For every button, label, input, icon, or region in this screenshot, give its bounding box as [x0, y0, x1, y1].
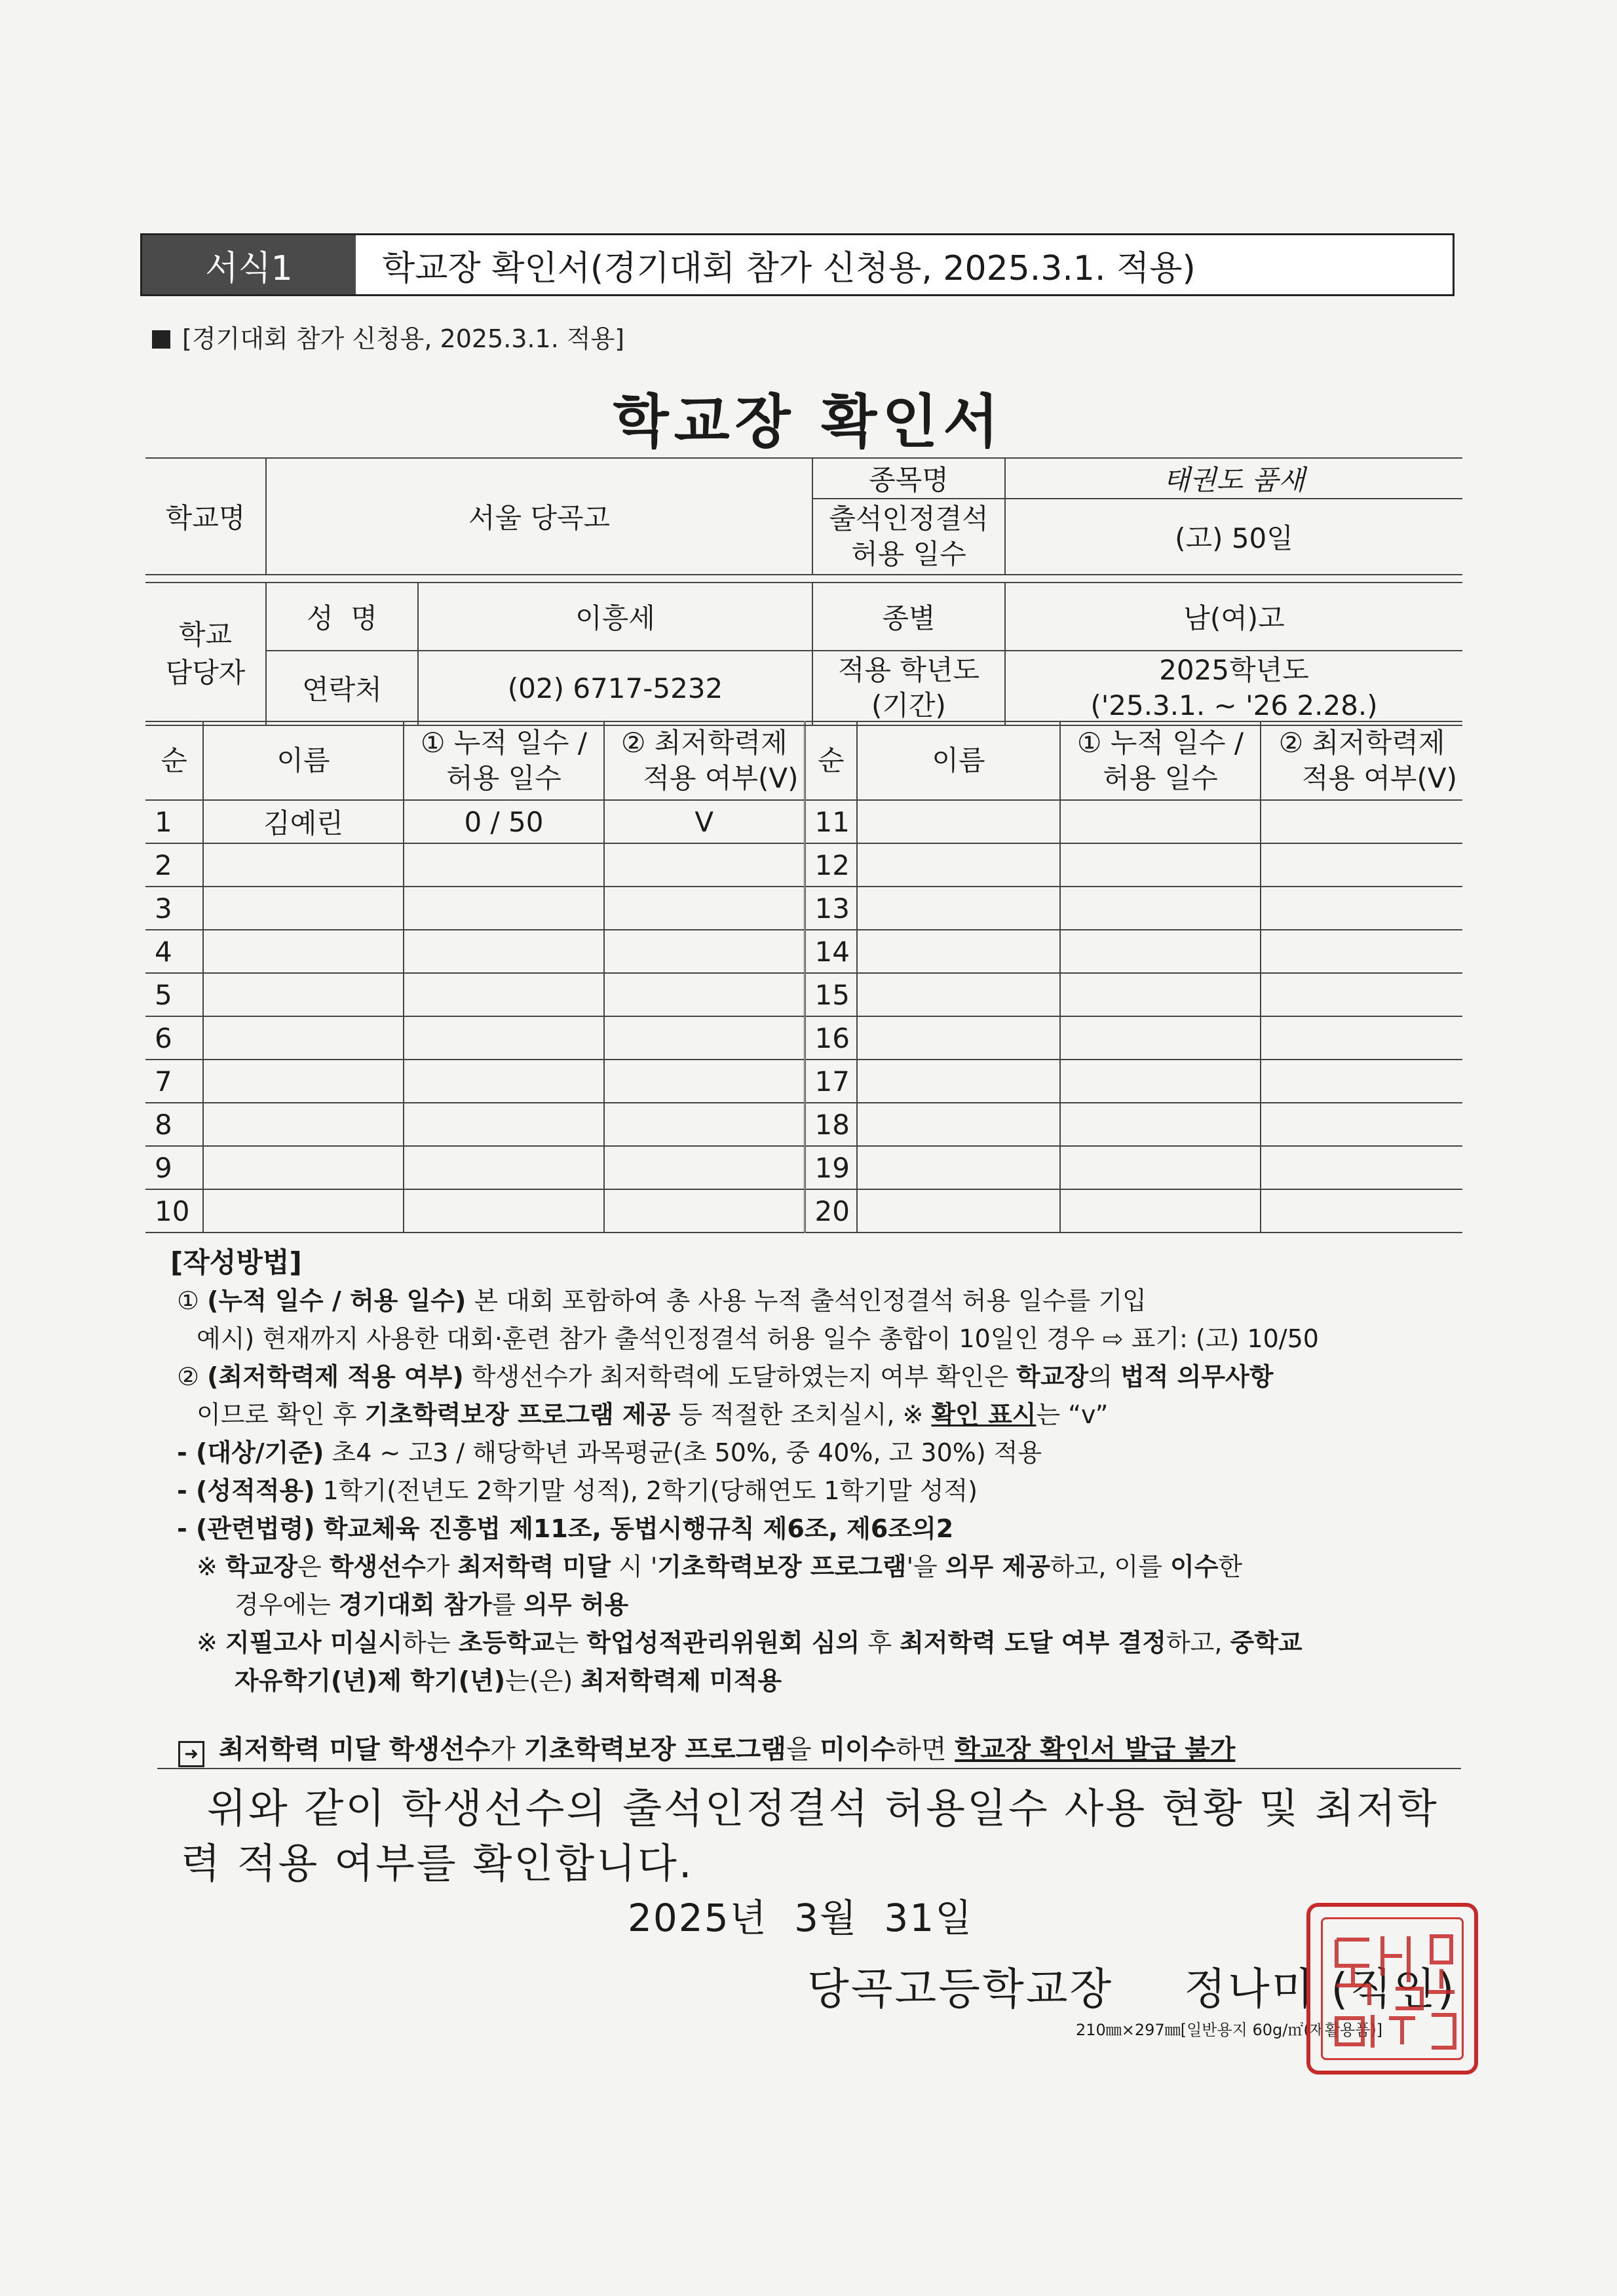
row-min: V — [604, 800, 805, 843]
name-value: 이흥세 — [418, 583, 812, 651]
row-days-right — [1060, 887, 1261, 930]
table-row — [145, 930, 1462, 973]
seal-glyphs — [1310, 1907, 1474, 2071]
subheading: [경기대회 참가 신청용, 2025.3.1. 적용] — [152, 318, 624, 354]
row-no: 2 — [145, 843, 203, 887]
row-days — [404, 973, 604, 1016]
instructions — [164, 1244, 1468, 1700]
row-days-right — [1060, 1060, 1261, 1103]
row-days — [404, 930, 604, 973]
row-no: 10 — [145, 1189, 203, 1233]
col-header-no-2: 순 — [805, 721, 857, 800]
row-name-right — [857, 1016, 1060, 1060]
row-min — [604, 843, 805, 887]
year-label: 적용 학년도 (기간) — [812, 651, 1005, 725]
contact-value: (02) 6717-5232 — [418, 651, 812, 725]
table-row — [145, 800, 1462, 843]
row-no-right: 16 — [805, 1016, 857, 1060]
info-table — [145, 457, 1462, 726]
col-header-name-2: 이름 — [857, 721, 1060, 800]
col-header-min: ② 최저학력제 적용 여부(V) — [604, 721, 805, 800]
table-row — [145, 887, 1462, 930]
row-days — [404, 887, 604, 930]
row-no: 9 — [145, 1146, 203, 1189]
notice: ➜ 최저학력 미달 학생선수가 기초학력보장 프로그램을 미이수하면 학교장 확인서 발급 불가 — [178, 1729, 1235, 1767]
divider — [157, 1768, 1461, 1769]
row-days-right — [1060, 800, 1261, 843]
row-no-right: 15 — [805, 973, 857, 1016]
table-row — [145, 1103, 1462, 1146]
row-no-right: 11 — [805, 800, 857, 843]
school-value: 서울 당곡고 — [266, 458, 812, 575]
sport-label: 종목명 — [812, 458, 1005, 499]
school-label: 학교명 — [145, 458, 266, 575]
signer-name: 정나미 — [1184, 1964, 1316, 2014]
official-seal — [1306, 1903, 1478, 2075]
row-name — [203, 1060, 404, 1103]
form-banner — [140, 233, 1455, 296]
row-days — [404, 1060, 604, 1103]
paper-spec: 210㎜×297㎜[일반용지 60g/㎡(재활용품)] — [1076, 2021, 1383, 2039]
row-name — [203, 930, 404, 973]
row-no: 3 — [145, 887, 203, 930]
instruction-grades: - (성적적용) 1학기(전년도 2학기말 성적), 2학기(당해연도 1학기말 성적) — [177, 1476, 978, 1505]
row-name-right — [857, 887, 1060, 930]
row-no-right: 19 — [805, 1146, 857, 1189]
roster-table — [145, 721, 1462, 1233]
row-days-right — [1060, 843, 1261, 887]
row-name-right — [857, 1189, 1060, 1233]
row-min — [604, 930, 805, 973]
row-min-right — [1261, 1016, 1462, 1060]
confirmation-statement: 위와 같이 학생선수의 출석인정결석 허용일수 사용 현황 및 최저학력 적용 여부를 확인합니다. — [181, 1784, 1439, 1887]
row-name — [203, 1189, 404, 1233]
form-number-tag: 서식1 — [142, 235, 356, 294]
contact-label: 연락처 — [266, 651, 418, 725]
row-name — [203, 1103, 404, 1146]
row-days — [404, 1016, 604, 1060]
row-min-right — [1261, 843, 1462, 887]
col-header-no: 순 — [145, 721, 203, 800]
row-days — [404, 843, 604, 887]
row-no: 1 — [145, 800, 203, 843]
instructions-header: [작성방법] — [170, 1246, 302, 1278]
roster-body — [145, 721, 1462, 1233]
name-label: 성 명 — [266, 583, 418, 651]
row-days-right — [1060, 1016, 1261, 1060]
row-no-right: 18 — [805, 1103, 857, 1146]
row-no-right: 14 — [805, 930, 857, 973]
table-row — [145, 1016, 1462, 1060]
row-min — [604, 887, 805, 930]
row-days-right — [1060, 930, 1261, 973]
instruction-note-2-cont: 자유학기(년)제 학기(년)는(은) 최저학력제 미적용 — [235, 1666, 782, 1695]
row-days — [404, 1189, 604, 1233]
row-min-right — [1261, 1103, 1462, 1146]
row-name-right — [857, 1060, 1060, 1103]
row-days: 0 / 50 — [404, 800, 604, 843]
instruction-target: - (대상/기준) 초4 ~ 고3 / 해당학년 과목평균(초 50%, 중 40%, 고 30%) 적용 — [177, 1438, 1042, 1467]
seal-mark: (직인) — [1331, 1964, 1456, 2014]
col-header-days-2: ① 누적 일수 / 허용 일수 — [1060, 721, 1261, 800]
row-name-right — [857, 843, 1060, 887]
col-header-days: ① 누적 일수 / 허용 일수 — [404, 721, 604, 800]
row-min — [604, 973, 805, 1016]
row-min-right — [1261, 1060, 1462, 1103]
table-row — [145, 973, 1462, 1016]
form-banner-title: 학교장 확인서(경기대회 참가 신청용, 2025.3.1. 적용) — [382, 248, 1196, 288]
row-days-right — [1060, 1103, 1261, 1146]
sport-value: 태권도 품새 — [1005, 458, 1462, 499]
gender-label: 종별 — [812, 583, 1005, 651]
signer-title: 당곡고등학교장 — [807, 1964, 1114, 2014]
row-no-right: 13 — [805, 887, 857, 930]
row-name-right — [857, 930, 1060, 973]
row-no: 7 — [145, 1060, 203, 1103]
row-name: 김예린 — [203, 800, 404, 843]
row-days — [404, 1103, 604, 1146]
instruction-note-1-cont: 경우에는 경기대회 참가를 의무 허용 — [235, 1590, 629, 1619]
row-no: 6 — [145, 1016, 203, 1060]
roster-header-row — [145, 721, 1462, 800]
absence-value: (고) 50일 — [1005, 499, 1462, 575]
row-no: 4 — [145, 930, 203, 973]
row-days-right — [1060, 1146, 1261, 1189]
table-row — [145, 1060, 1462, 1103]
table-row — [145, 1146, 1462, 1189]
row-min — [604, 1016, 805, 1060]
col-header-min-2: ② 최저학력제 적용 여부(V) — [1261, 721, 1462, 800]
row-min-right — [1261, 1146, 1462, 1189]
row-min — [604, 1146, 805, 1189]
instruction-note-1: ※ 학교장은 학생선수가 최저학력 미달 시 '기초학력보장 프로그램'을 의무 제공하고, 이를 이수한 — [197, 1552, 1243, 1581]
row-name-right — [857, 973, 1060, 1016]
gender-value: 남(여)고 — [1005, 583, 1462, 651]
row-min-right — [1261, 930, 1462, 973]
row-name — [203, 843, 404, 887]
row-no-right: 17 — [805, 1060, 857, 1103]
row-no-right: 20 — [805, 1189, 857, 1233]
row-min — [604, 1189, 805, 1233]
issue-date: 2025년 3월 31일 — [628, 1896, 974, 1940]
row-min-right — [1261, 887, 1462, 930]
instruction-2-cont: 이므로 확인 후 기초학력보장 프로그램 제공 등 적절한 조치실시, ※ 확인 표시는 “v” — [197, 1400, 1109, 1429]
row-min — [604, 1103, 805, 1146]
row-days-right — [1060, 973, 1261, 1016]
manager-label: 학교 담당자 — [145, 583, 266, 725]
row-min — [604, 1060, 805, 1103]
year-value: 2025학년도 ('25.3.1. ~ '26 2.28.) — [1005, 651, 1462, 725]
row-name — [203, 973, 404, 1016]
table-row — [145, 843, 1462, 887]
row-name — [203, 1146, 404, 1189]
square-bullet-icon — [152, 330, 170, 349]
row-no: 5 — [145, 973, 203, 1016]
row-name — [203, 1016, 404, 1060]
row-min-right — [1261, 973, 1462, 1016]
col-header-name: 이름 — [203, 721, 404, 800]
row-no: 8 — [145, 1103, 203, 1146]
row-name — [203, 887, 404, 930]
instruction-note-2: ※ 지필고사 미실시하는 초등학교는 학업성적관리위원회 심의 후 최저학력 도달 여부 결정하고, 중학교 — [197, 1628, 1303, 1657]
instruction-1: ① (누적 일수 / 허용 일수) 본 대회 포함하여 총 사용 누적 출석인정결석 허용 일수를 기입 — [177, 1286, 1147, 1315]
table-row — [145, 1189, 1462, 1233]
instruction-2: ② (최저학력제 적용 여부) 학생선수가 최저학력에 도달하였는지 여부 확인은 학교장의 법적 의무사항 — [177, 1362, 1274, 1391]
row-name-right — [857, 1103, 1060, 1146]
instruction-1-example: 예시) 현재까지 사용한 대회·훈련 참가 출석인정결석 허용 일수 총합이 10일인 경우 ⇨ 표기: (고) 10/50 — [197, 1324, 1319, 1353]
instruction-law: - (관련법령) 학교체육 진흥법 제11조, 동법시행규칙 제6조, 제6조의2 — [177, 1514, 954, 1543]
row-days-right — [1060, 1189, 1261, 1233]
row-min-right — [1261, 800, 1462, 843]
arrow-box-icon: ➜ — [178, 1741, 204, 1767]
document-title: 학교장 확인서 — [613, 388, 1004, 455]
row-days — [404, 1146, 604, 1189]
row-name-right — [857, 1146, 1060, 1189]
row-no-right: 12 — [805, 843, 857, 887]
row-min-right — [1261, 1189, 1462, 1233]
row-name-right — [857, 800, 1060, 843]
absence-label: 출석인정결석 허용 일수 — [812, 499, 1005, 575]
